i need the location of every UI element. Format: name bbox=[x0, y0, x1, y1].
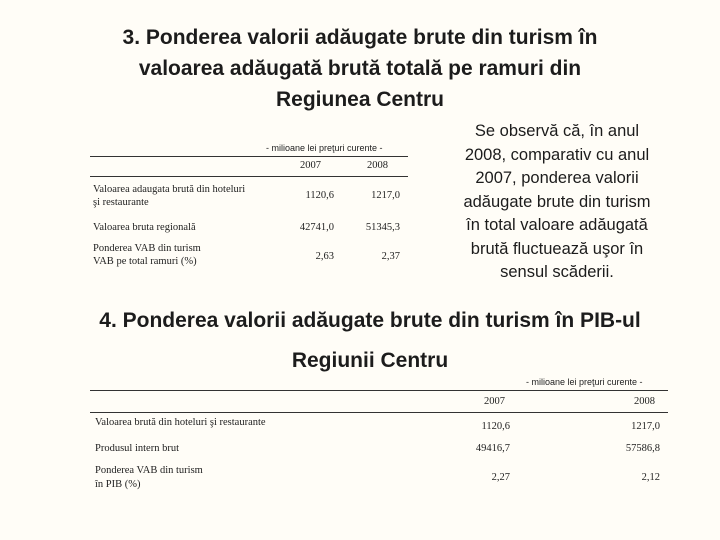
row-value-2007: 2,27 bbox=[491, 472, 510, 483]
observation-line: 2008, comparativ cu anul bbox=[464, 145, 650, 164]
table-2-col-2007: 2007 bbox=[484, 396, 505, 407]
row-value-2008: 1217,0 bbox=[631, 421, 660, 432]
table-2-col-2008: 2008 bbox=[634, 396, 655, 407]
section-4-title bbox=[40, 301, 700, 381]
section-4-unit-note: - milioane lei preţuri curente - bbox=[526, 377, 643, 387]
row-label: în PIB (%) bbox=[95, 479, 141, 490]
row-value-2007: 42741,0 bbox=[299, 222, 334, 233]
row-value-2008: 57586,8 bbox=[625, 443, 660, 454]
observation-line: 2007, ponderea valorii bbox=[475, 169, 639, 187]
row-label: şi restaurante bbox=[93, 197, 149, 208]
table-2-top-rule bbox=[90, 390, 668, 391]
row-label: Valoarea bruta regională bbox=[93, 222, 196, 233]
row-label: VAB pe total ramuri (%) bbox=[93, 256, 197, 267]
row-label: Valoarea brută din hoteluri şi restaurante bbox=[95, 417, 266, 428]
observation-line: în total valoare adăugată bbox=[466, 216, 648, 234]
row-value-2007: 1120,6 bbox=[305, 190, 334, 201]
row-label: Produsul intern brut bbox=[95, 443, 179, 454]
table-1-top-rule bbox=[90, 156, 408, 157]
table-1-col-2008: 2008 bbox=[367, 160, 388, 171]
row-value-2007: 2,63 bbox=[315, 251, 334, 262]
section-3-title-line: valoarea adăugată brută totală pe ramuri din bbox=[138, 57, 582, 80]
section-3-title-line: 3. Ponderea valorii adăugate brute din turism în bbox=[122, 26, 598, 49]
observation-line: adăugate brute din turism bbox=[463, 192, 651, 211]
row-value-2008: 2,12 bbox=[641, 472, 660, 483]
row-value-2008: 1217,0 bbox=[371, 190, 400, 201]
section-3-title bbox=[60, 22, 660, 115]
observation-line: Se observă că, în anul bbox=[474, 122, 640, 140]
table-2-header-rule bbox=[90, 412, 668, 413]
observation-line: brută fluctuează uşor în bbox=[470, 239, 644, 258]
row-value-2007: 1120,6 bbox=[481, 421, 510, 432]
section-3-unit-note: - milioane lei preţuri curente - bbox=[266, 143, 383, 153]
row-label: Ponderea VAB din turism bbox=[95, 465, 203, 476]
row-value-2007: 49416,7 bbox=[475, 443, 510, 454]
row-label: Ponderea VAB din turism bbox=[93, 243, 201, 254]
observation-text bbox=[422, 120, 692, 285]
row-value-2008: 2,37 bbox=[381, 251, 400, 262]
section-4-title-line: 4. Ponderea valorii adăugate brute din turism în PIB-ul bbox=[99, 309, 641, 332]
row-value-2008: 51345,3 bbox=[365, 222, 400, 233]
observation-line: sensul scăderii. bbox=[500, 263, 614, 281]
section-3-title-line: Regiunea Centru bbox=[275, 88, 445, 111]
table-1-col-2007: 2007 bbox=[300, 160, 321, 171]
table-1-header-rule bbox=[90, 176, 408, 177]
row-label: Valoarea adaugata brută din hoteluri bbox=[93, 184, 246, 195]
section-4-title-line: Regiunii Centru bbox=[291, 349, 449, 372]
